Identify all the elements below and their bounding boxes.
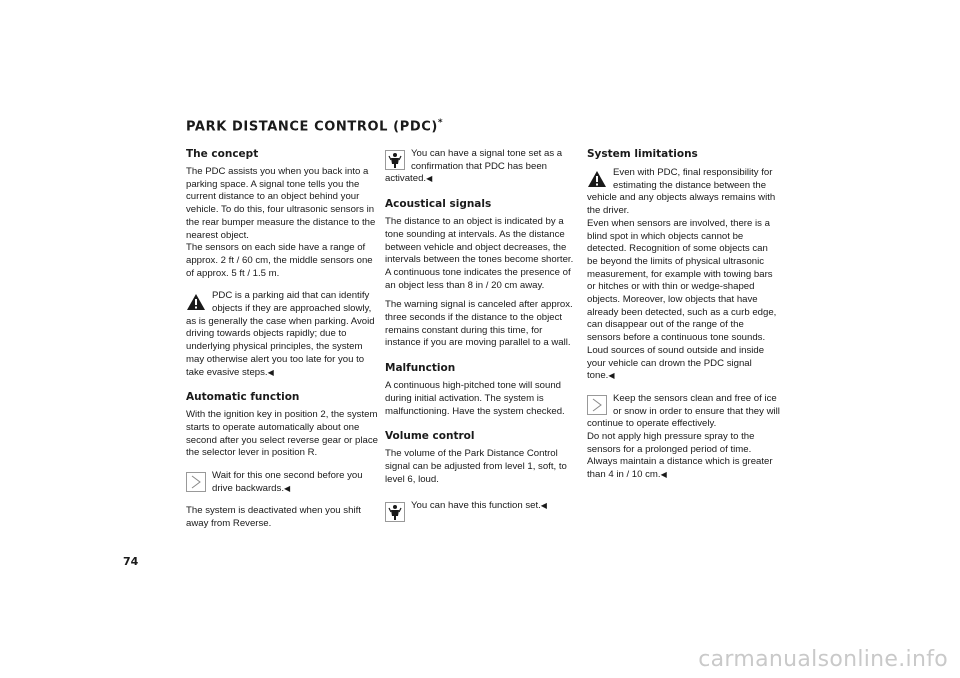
concept-paragraph-2: The sensors on each side have a range of approx. 2 ft / 60 cm, the middle sensors one of approx. 5 ft / 1.5 m. [186, 242, 373, 279]
note-box [186, 470, 379, 495]
column-1 [186, 148, 379, 531]
service-text: You can have a signal tone set as a confirmation that PDC has been activated. [385, 148, 563, 185]
end-mark-icon: ◀ [267, 367, 274, 377]
warning-text: PDC is a parking aid that can identify objects if they are approached slowly, as is generally the case when parking. Avoid driving towards objects rapidly; due to underlying physical principles, the system may otherwise alert you too late for you to take evasive steps. [186, 290, 375, 378]
service-note-2 [385, 500, 578, 513]
page-title: PARK DISTANCE CONTROL (PDC)* [186, 118, 444, 135]
sensor-note-paragraph-2: Do not apply high pressure spray to the sensors for a prolonged period of time. [587, 431, 755, 455]
note-arrow-icon [587, 395, 607, 415]
sensor-note-text: Keep the sensors clean and free of ice or snow in order to ensure that they will continue to operate effectively. [587, 392, 780, 430]
volume-paragraph: The volume of the Park Distance Control signal can be adjusted from level 1, soft, to level 6, loud. [385, 448, 567, 485]
warning-note [186, 290, 379, 379]
concept-paragraph-1: The PDC assists you when you back into a parking space. A signal tone tells you the current distance to an object behind your vehicle. To do this, four ultrasonic sensors in the rear bumper measure the distance to the nearest object. [186, 166, 376, 241]
service-mechanic-icon [385, 502, 405, 522]
end-mark-icon: ◀ [283, 483, 291, 493]
end-mark-icon: ◀ [426, 174, 433, 184]
heading-acoustical-signals: Acoustical signals [385, 198, 492, 211]
note-box-2 [587, 393, 780, 482]
column-3 [587, 148, 780, 492]
note-arrow-icon [186, 472, 206, 492]
service-note [385, 148, 578, 186]
warning-triangle-icon [186, 292, 206, 312]
heading-system-limitations: System limitations [587, 148, 698, 160]
heading-concept: The concept [186, 148, 259, 160]
warning-triangle-icon [587, 169, 607, 189]
heading-automatic-function: Automatic function [186, 391, 300, 404]
watermark: carmanualsonline.info [698, 647, 948, 672]
acoustic-paragraph-1: The distance to an object is indicated by a tone sounding at intervals. As the distance between vehicle and object decreases, the intervals between the tones become shorter. A continuous tone indicates the presence of an object less than 8 in / 20 cm away. [385, 216, 574, 291]
automatic-paragraph: With the ignition key in position 2, the system starts to operate automatically about one second after you select reverse gear or place the selector lever in position R. [186, 409, 378, 459]
end-mark-icon: ◀ [608, 371, 615, 381]
heading-volume-control: Volume control [385, 430, 475, 443]
heading-malfunction: Malfunction [385, 362, 456, 375]
end-mark-icon: ◀ [540, 501, 547, 511]
sensor-note-paragraph-3: Always maintain a distance which is greater than 4 in / 10 cm. [587, 456, 773, 481]
malfunction-paragraph: A continuous high-pitched tone will sound during initial activation. The system is malfunctioning. Have the system checked. [385, 380, 565, 417]
service-mechanic-icon [385, 150, 405, 170]
service-text-2: You can have this function set. [411, 500, 541, 512]
limits-paragraph: Even when sensors are involved, there is a blind spot in which objects cannot be detected. Recognition of some objects can be beyond the limits of physical ultrasonic measurement, for example with towing bars or hitches or with thin or wedge-shaped objects. Moreover, low objects that have already been detected, such as a curb edge, can disappear out of the range of the sensors before a continuous tone sounds. Loud sources of sound outside and inside your vehicle can drown the PDC signal tone. [587, 217, 777, 382]
column-2 [385, 148, 578, 523]
page-number: 74 [123, 555, 139, 568]
acoustic-paragraph-2: The warning signal is canceled after approx. three seconds if the distance to the object remains constant during this time, for instance if you are moving parallel to a wall. [385, 299, 573, 349]
deactivated-paragraph: The system is deactivated when you shift away from Reverse. [186, 505, 361, 530]
limits-warning-text: Even with PDC, final responsibility for estimating the distance between the vehicle and any objects always remains with the driver. [587, 167, 776, 217]
warning-note-2 [587, 167, 780, 383]
note-text: Wait for this one second before you drive backwards. [212, 470, 363, 494]
end-mark-icon: ◀ [660, 470, 667, 480]
